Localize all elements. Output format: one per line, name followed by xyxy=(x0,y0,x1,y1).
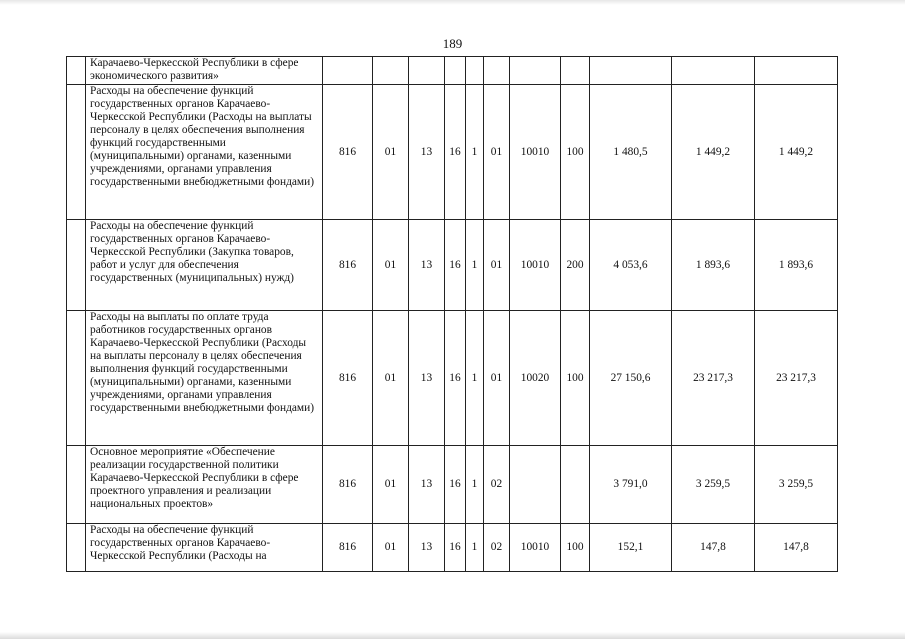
row-index-cell xyxy=(67,446,86,524)
program-code-cell: 16 xyxy=(445,85,466,220)
direction-code-cell xyxy=(510,57,561,85)
subsection-code-cell: 13 xyxy=(409,524,445,572)
row-index-cell xyxy=(67,311,86,446)
ministry-code-cell: 816 xyxy=(323,524,373,572)
subsection-code-cell: 13 xyxy=(409,446,445,524)
amount-year1-cell: 1 480,5 xyxy=(590,85,672,220)
table-row xyxy=(67,57,838,85)
expense-type-cell xyxy=(561,446,590,524)
amount-year1-cell xyxy=(590,57,672,85)
amount-year2-cell xyxy=(672,57,755,85)
amount-year3-cell: 1 449,2 xyxy=(755,85,838,220)
program-code-cell: 16 xyxy=(445,311,466,446)
subsection-code-cell xyxy=(409,57,445,85)
direction-code-cell xyxy=(510,446,561,524)
amount-year1-cell: 4 053,6 xyxy=(590,220,672,311)
expense-type-cell xyxy=(561,57,590,85)
amount-year2-cell: 147,8 xyxy=(672,524,755,572)
scan-edge-bottom xyxy=(0,632,905,639)
ministry-code-cell: 816 xyxy=(323,220,373,311)
direction-code-cell: 10010 xyxy=(510,85,561,220)
expense-type-cell: 200 xyxy=(561,220,590,311)
amount-year3-cell xyxy=(755,57,838,85)
table-row xyxy=(67,85,838,220)
section-code-cell: 01 xyxy=(373,311,409,446)
table-row xyxy=(67,311,838,446)
row-index-cell xyxy=(67,85,86,220)
program-code-cell: 16 xyxy=(445,220,466,311)
amount-year1-cell: 152,1 xyxy=(590,524,672,572)
amount-year3-cell: 3 259,5 xyxy=(755,446,838,524)
row-index-cell xyxy=(67,220,86,311)
program-code-cell: 16 xyxy=(445,446,466,524)
direction-code-cell: 10010 xyxy=(510,524,561,572)
subprogram-code-cell: 1 xyxy=(466,524,484,572)
description-cell: Карачаево-Черкесской Республики в сфере экономического развития» xyxy=(86,57,323,85)
event-code-cell: 02 xyxy=(484,524,510,572)
section-code-cell xyxy=(373,57,409,85)
ministry-code-cell xyxy=(323,57,373,85)
amount-year1-cell: 27 150,6 xyxy=(590,311,672,446)
page-number: 189 xyxy=(442,36,463,51)
event-code-cell xyxy=(484,57,510,85)
amount-year2-cell: 1 893,6 xyxy=(672,220,755,311)
program-code-cell: 16 xyxy=(445,524,466,572)
expense-type-cell: 100 xyxy=(561,85,590,220)
amount-year2-cell: 1 449,2 xyxy=(672,85,755,220)
table-row xyxy=(67,220,838,311)
amount-year1-cell: 3 791,0 xyxy=(590,446,672,524)
section-code-cell: 01 xyxy=(373,85,409,220)
description-cell: Расходы на обеспечение функций государственных органов Карачаево-Черкесской Республики (Расходы на xyxy=(86,524,323,572)
subsection-code-cell: 13 xyxy=(409,311,445,446)
row-index-cell xyxy=(67,57,86,85)
section-code-cell: 01 xyxy=(373,524,409,572)
amount-year3-cell: 1 893,6 xyxy=(755,220,838,311)
expense-type-cell: 100 xyxy=(561,311,590,446)
scan-edge-top xyxy=(0,0,905,5)
expense-type-cell: 100 xyxy=(561,524,590,572)
amount-year2-cell: 23 217,3 xyxy=(672,311,755,446)
ministry-code-cell: 816 xyxy=(323,446,373,524)
ministry-code-cell: 816 xyxy=(323,311,373,446)
section-code-cell: 01 xyxy=(373,220,409,311)
amount-year2-cell: 3 259,5 xyxy=(672,446,755,524)
direction-code-cell: 10010 xyxy=(510,220,561,311)
subprogram-code-cell: 1 xyxy=(466,446,484,524)
section-code-cell: 01 xyxy=(373,446,409,524)
event-code-cell: 01 xyxy=(484,220,510,311)
subprogram-code-cell: 1 xyxy=(466,85,484,220)
description-cell: Расходы на выплаты по оплате труда работников государственных органов Карачаево-Черкесской Республики (Расходы на выплаты персоналу в целях обеспечения выполнения функций государственными (муниципальными) органами, казенными учреждениями, органами управления государственными внебюджетными фондами) xyxy=(86,311,323,446)
subprogram-code-cell: 1 xyxy=(466,311,484,446)
subprogram-code-cell xyxy=(466,57,484,85)
event-code-cell: 02 xyxy=(484,446,510,524)
direction-code-cell: 10020 xyxy=(510,311,561,446)
row-index-cell xyxy=(67,524,86,572)
budget-table xyxy=(66,56,838,572)
event-code-cell: 01 xyxy=(484,85,510,220)
amount-year3-cell: 147,8 xyxy=(755,524,838,572)
description-cell: Расходы на обеспечение функций государственных органов Карачаево-Черкесской Республики (Закупка товаров, работ и услуг для обеспечения государственных (муниципальных) нужд) xyxy=(86,220,323,311)
description-cell: Расходы на обеспечение функций государственных органов Карачаево-Черкесской Республики (Расходы на выплаты персоналу в целях обеспечения выполнения функций государственными (муниципальными) органами, казенными учреждениями, органами управления государственными внебюджетными фондами) xyxy=(86,85,323,220)
ministry-code-cell: 816 xyxy=(323,85,373,220)
subsection-code-cell: 13 xyxy=(409,85,445,220)
table-row xyxy=(67,524,838,572)
table-row xyxy=(67,446,838,524)
subprogram-code-cell: 1 xyxy=(466,220,484,311)
description-cell: Основное мероприятие «Обеспечение реализации государственной политики Карачаево-Черкесской Республики в сфере проектного управления и реализации национальных проектов» xyxy=(86,446,323,524)
amount-year3-cell: 23 217,3 xyxy=(755,311,838,446)
subsection-code-cell: 13 xyxy=(409,220,445,311)
program-code-cell xyxy=(445,57,466,85)
event-code-cell: 01 xyxy=(484,311,510,446)
